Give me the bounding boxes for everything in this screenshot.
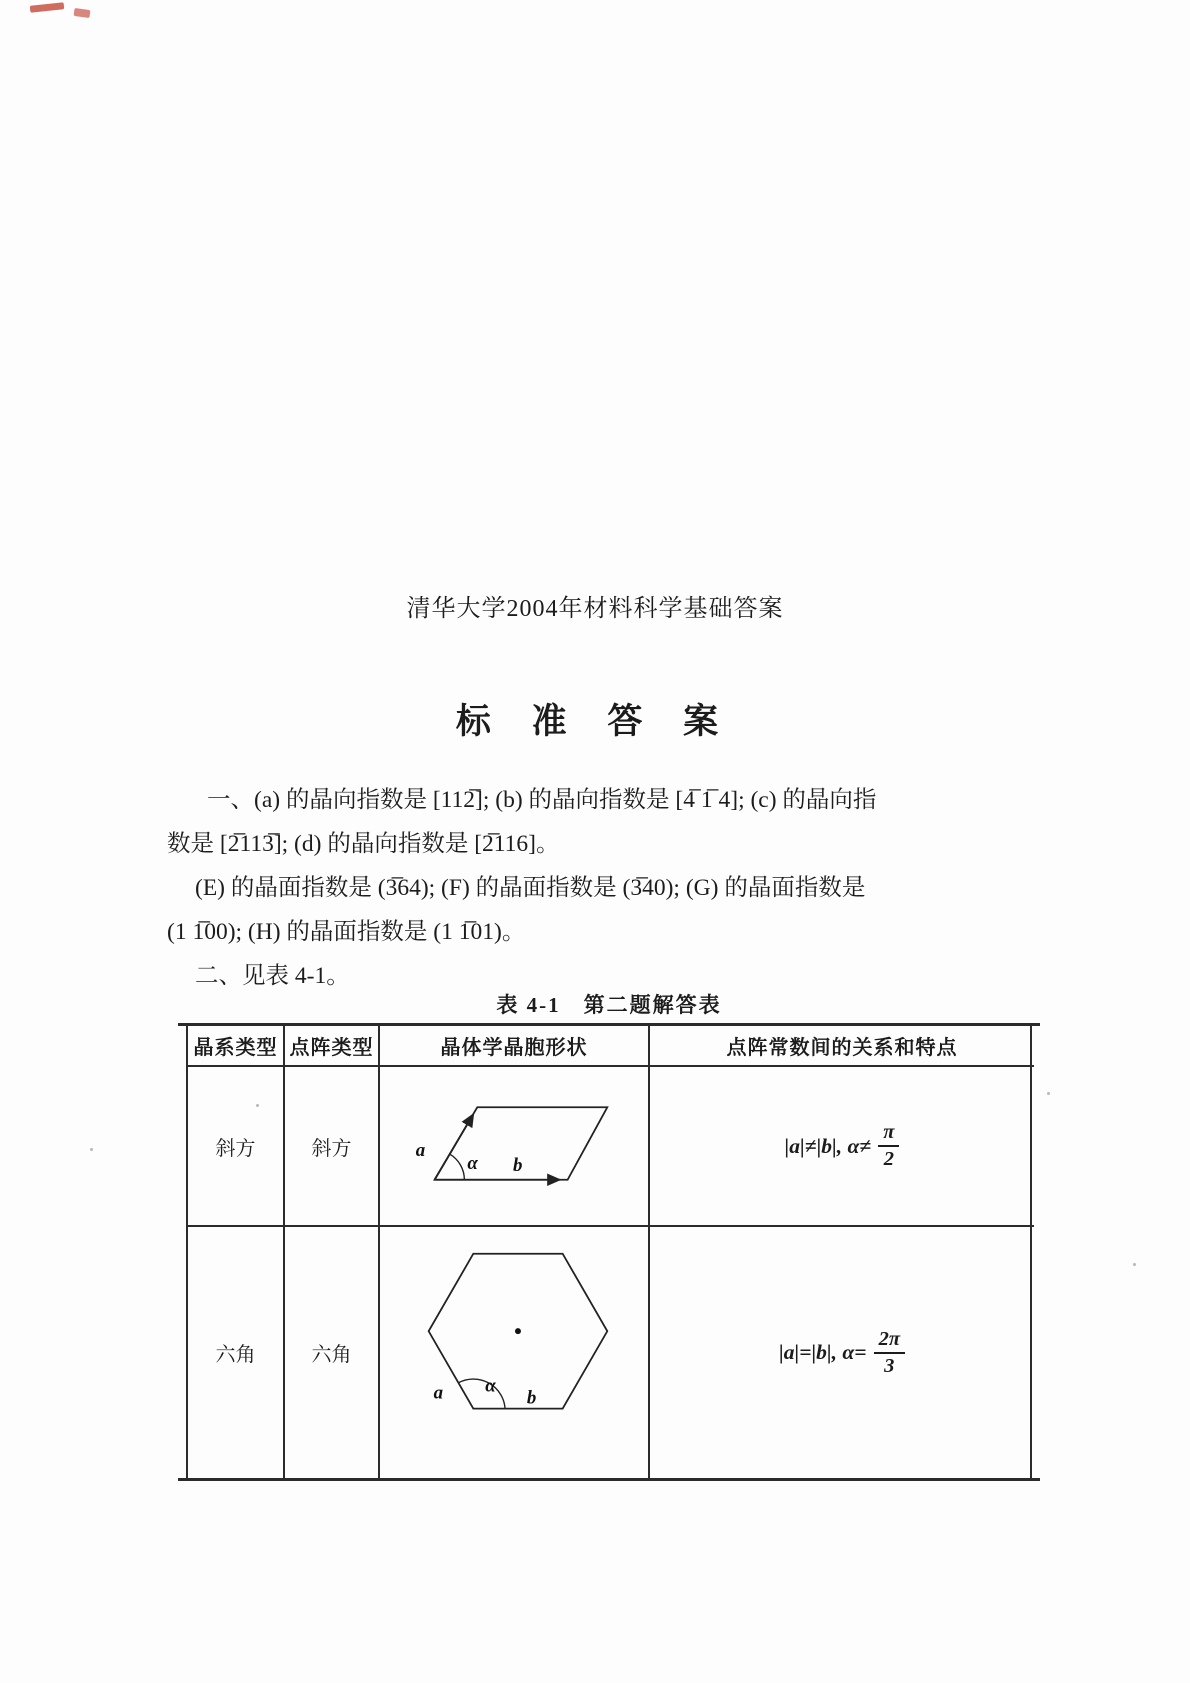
formula-lhs: |a|≠|b|, α≠ bbox=[784, 1133, 872, 1158]
lattice-formula bbox=[785, 1121, 900, 1171]
hexagon-center-dot bbox=[515, 1328, 521, 1334]
lattice-formula bbox=[779, 1328, 905, 1378]
answers-table bbox=[178, 1023, 1040, 1481]
angle-label-alpha: α bbox=[485, 1375, 496, 1397]
hexagon-diagram bbox=[380, 1227, 648, 1478]
vector-label-b: b bbox=[513, 1154, 523, 1176]
fraction-numerator: π bbox=[878, 1121, 899, 1147]
fraction-denominator: 3 bbox=[884, 1354, 895, 1377]
scan-speck bbox=[1133, 1263, 1136, 1266]
scan-speck bbox=[90, 1148, 93, 1151]
angle-label-alpha: α bbox=[467, 1152, 478, 1174]
row2-lattice-type: 六角 bbox=[285, 1227, 380, 1478]
row1-crystal-system: 斜方 bbox=[188, 1067, 285, 1227]
page-header-title: 清华大学2004年材料科学基础答案 bbox=[406, 596, 784, 622]
row2-crystal-system: 六角 bbox=[188, 1227, 285, 1478]
formula-fraction bbox=[874, 1328, 905, 1378]
vector-label-a: a bbox=[433, 1382, 444, 1404]
formula-fraction bbox=[878, 1121, 899, 1171]
answer-line-3: (E) 的晶面指数是 (3̅64); (F) 的晶面指数是 (3̅40); (G) 的晶面指数是 bbox=[195, 875, 866, 901]
answer-line-4: (1 1̅00); (H) 的晶面指数是 (1 1̅01)。 bbox=[167, 919, 526, 945]
standard-answers-title: 标 准 答 案 bbox=[455, 702, 735, 741]
answer-line-5: 二、见表 4-1。 bbox=[195, 963, 350, 989]
scan-speck bbox=[1047, 1092, 1050, 1095]
table-caption: 表 4-1 第二题解答表 bbox=[496, 993, 722, 1017]
answer-line-2: 数是 [2̅113̅]; (d) 的晶向指数是 [2̅116]。 bbox=[167, 831, 560, 857]
row2-lattice-constants bbox=[650, 1227, 1034, 1478]
row2-unit-cell-diagram bbox=[380, 1227, 650, 1478]
vector-label-b: b bbox=[526, 1387, 537, 1409]
header-cell-lattice-constants: 点阵常数间的关系和特点 bbox=[650, 1026, 1034, 1067]
parallelogram-diagram bbox=[380, 1066, 648, 1226]
row1-lattice-type: 斜方 bbox=[285, 1067, 380, 1227]
fraction-denominator: 2 bbox=[883, 1148, 894, 1170]
fraction-numerator: 2π bbox=[874, 1328, 905, 1354]
row1-lattice-constants bbox=[650, 1067, 1034, 1227]
answer-text-block bbox=[167, 778, 1039, 998]
formula-lhs: |a|=|b|, α= bbox=[778, 1340, 867, 1364]
vector-label-a: a bbox=[415, 1139, 426, 1161]
red-pen-mark bbox=[30, 2, 65, 13]
header-cell-crystal-system: 晶系类型 bbox=[188, 1026, 285, 1067]
header-cell-lattice-type: 点阵类型 bbox=[285, 1026, 380, 1067]
answer-line-1: 一、(a) 的晶向指数是 [112̅]; (b) 的晶向指数是 [4̅ 1̅ 4]; (c) 的晶向指 bbox=[207, 787, 877, 813]
row1-unit-cell-diagram bbox=[380, 1067, 650, 1227]
red-pen-mark bbox=[74, 8, 91, 18]
header-cell-unit-cell-shape: 晶体学晶胞形状 bbox=[380, 1026, 650, 1067]
